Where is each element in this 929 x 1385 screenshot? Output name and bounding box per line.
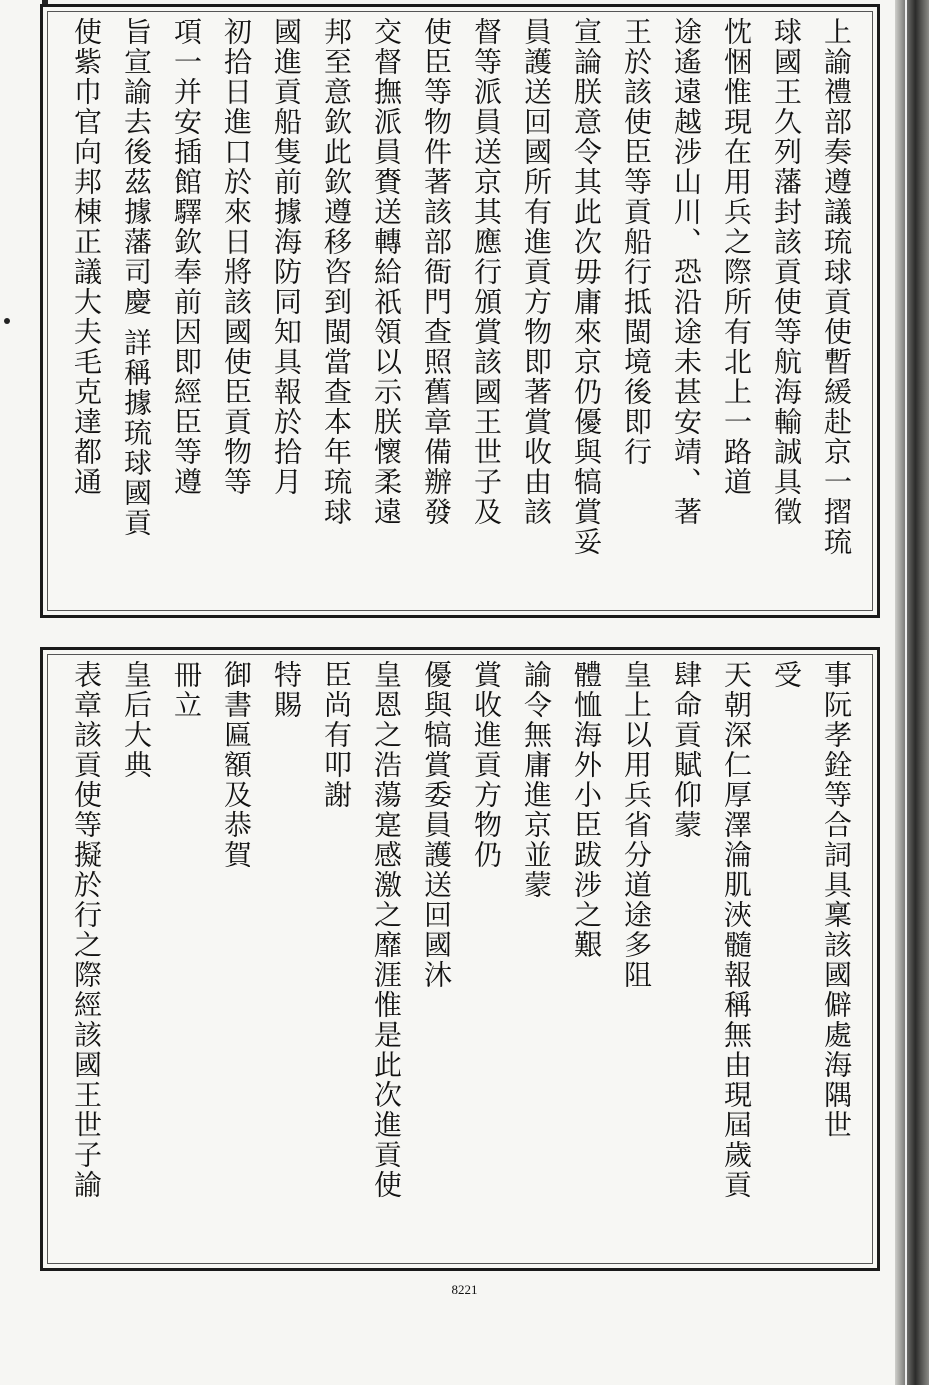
text-column: 冊立 [170, 660, 203, 720]
page-binding-edge [895, 0, 929, 1385]
text-column: 球國王久列藩封該貢使等航海輸誠具徵 [770, 17, 803, 527]
page-number: 8221 [451, 1282, 478, 1297]
text-column: 項一并安插館驛欽奉前因即經臣等遵 [170, 17, 203, 497]
text-column: 使臣等物件著該部衙門查照舊章備辦發 [420, 17, 453, 527]
text-column: 臣尚有叩謝 [320, 660, 353, 810]
text-column: 忱悃惟現在用兵之際所有北上一路道 [720, 17, 753, 497]
text-column: 上諭禮部奏遵議琉球貢使暫緩赴京一摺琉 [820, 17, 853, 557]
top-text-panel [40, 4, 880, 618]
top-columns [61, 17, 859, 605]
text-column: 御書匾額及恭賀 [220, 660, 253, 870]
text-column: 邦至意欽此欽遵移咨到閩當查本年琉球 [320, 17, 353, 527]
text-column: 諭令無庸進京並蒙 [520, 660, 553, 900]
text-column: 國進貢船隻前據海防同知具報於拾月 [270, 17, 303, 497]
text-column: 宣論朕意令其此次毋庸來京仍優與犒賞妥 [570, 17, 603, 557]
text-column: 特賜 [270, 660, 303, 720]
text-column: 初拾日進口於來日將該國使臣貢物等 [220, 17, 253, 497]
bottom-text-panel [40, 647, 880, 1271]
text-column: 體恤海外小臣跋涉之艱 [570, 660, 603, 960]
text-column: 王於該使臣等貢船行抵閩境後即行 [620, 17, 653, 467]
text-column: 優與犒賞委員護送回國沐 [420, 660, 453, 990]
text-column: 皇上以用兵省分道途多阻 [620, 660, 653, 990]
text-column: 督等派員送京其應行頒賞該國王世子及 [470, 17, 503, 527]
text-column: 員護送回國所有進貢方物即著賞收由該 [520, 17, 553, 527]
text-column: 使紫巾官向邦棟正議大夫毛克達都通 [70, 17, 103, 497]
text-column: 肆命貢賦仰蒙 [670, 660, 703, 840]
text-column: 事阮孝銓等合詞具稟該國僻處海隅世 [820, 660, 853, 1140]
text-column: 途遙遠越涉山川、恐沿途未甚安靖、著 [670, 17, 703, 527]
text-column: 賞收進貢方物仍 [470, 660, 503, 870]
text-column: 交督撫派員賚送轉給祇領以示朕懷柔遠 [370, 17, 403, 527]
bottom-columns [61, 660, 859, 1258]
margin-dot [4, 318, 10, 324]
text-column: 表章該貢使等擬於行之際經該國王世子諭 [70, 660, 103, 1200]
text-column: 皇恩之浩蕩寔感激之靡涯惟是此次進貢使 [370, 660, 403, 1200]
text-column: 旨宣諭去後茲據藩司慶 詳稱據琉球國貢 [120, 17, 153, 538]
text-column: 天朝深仁厚澤淪肌浹髓報稱無由現屆歲貢 [720, 660, 753, 1200]
text-column: 受 [770, 660, 803, 690]
text-column: 皇后大典 [120, 660, 153, 780]
